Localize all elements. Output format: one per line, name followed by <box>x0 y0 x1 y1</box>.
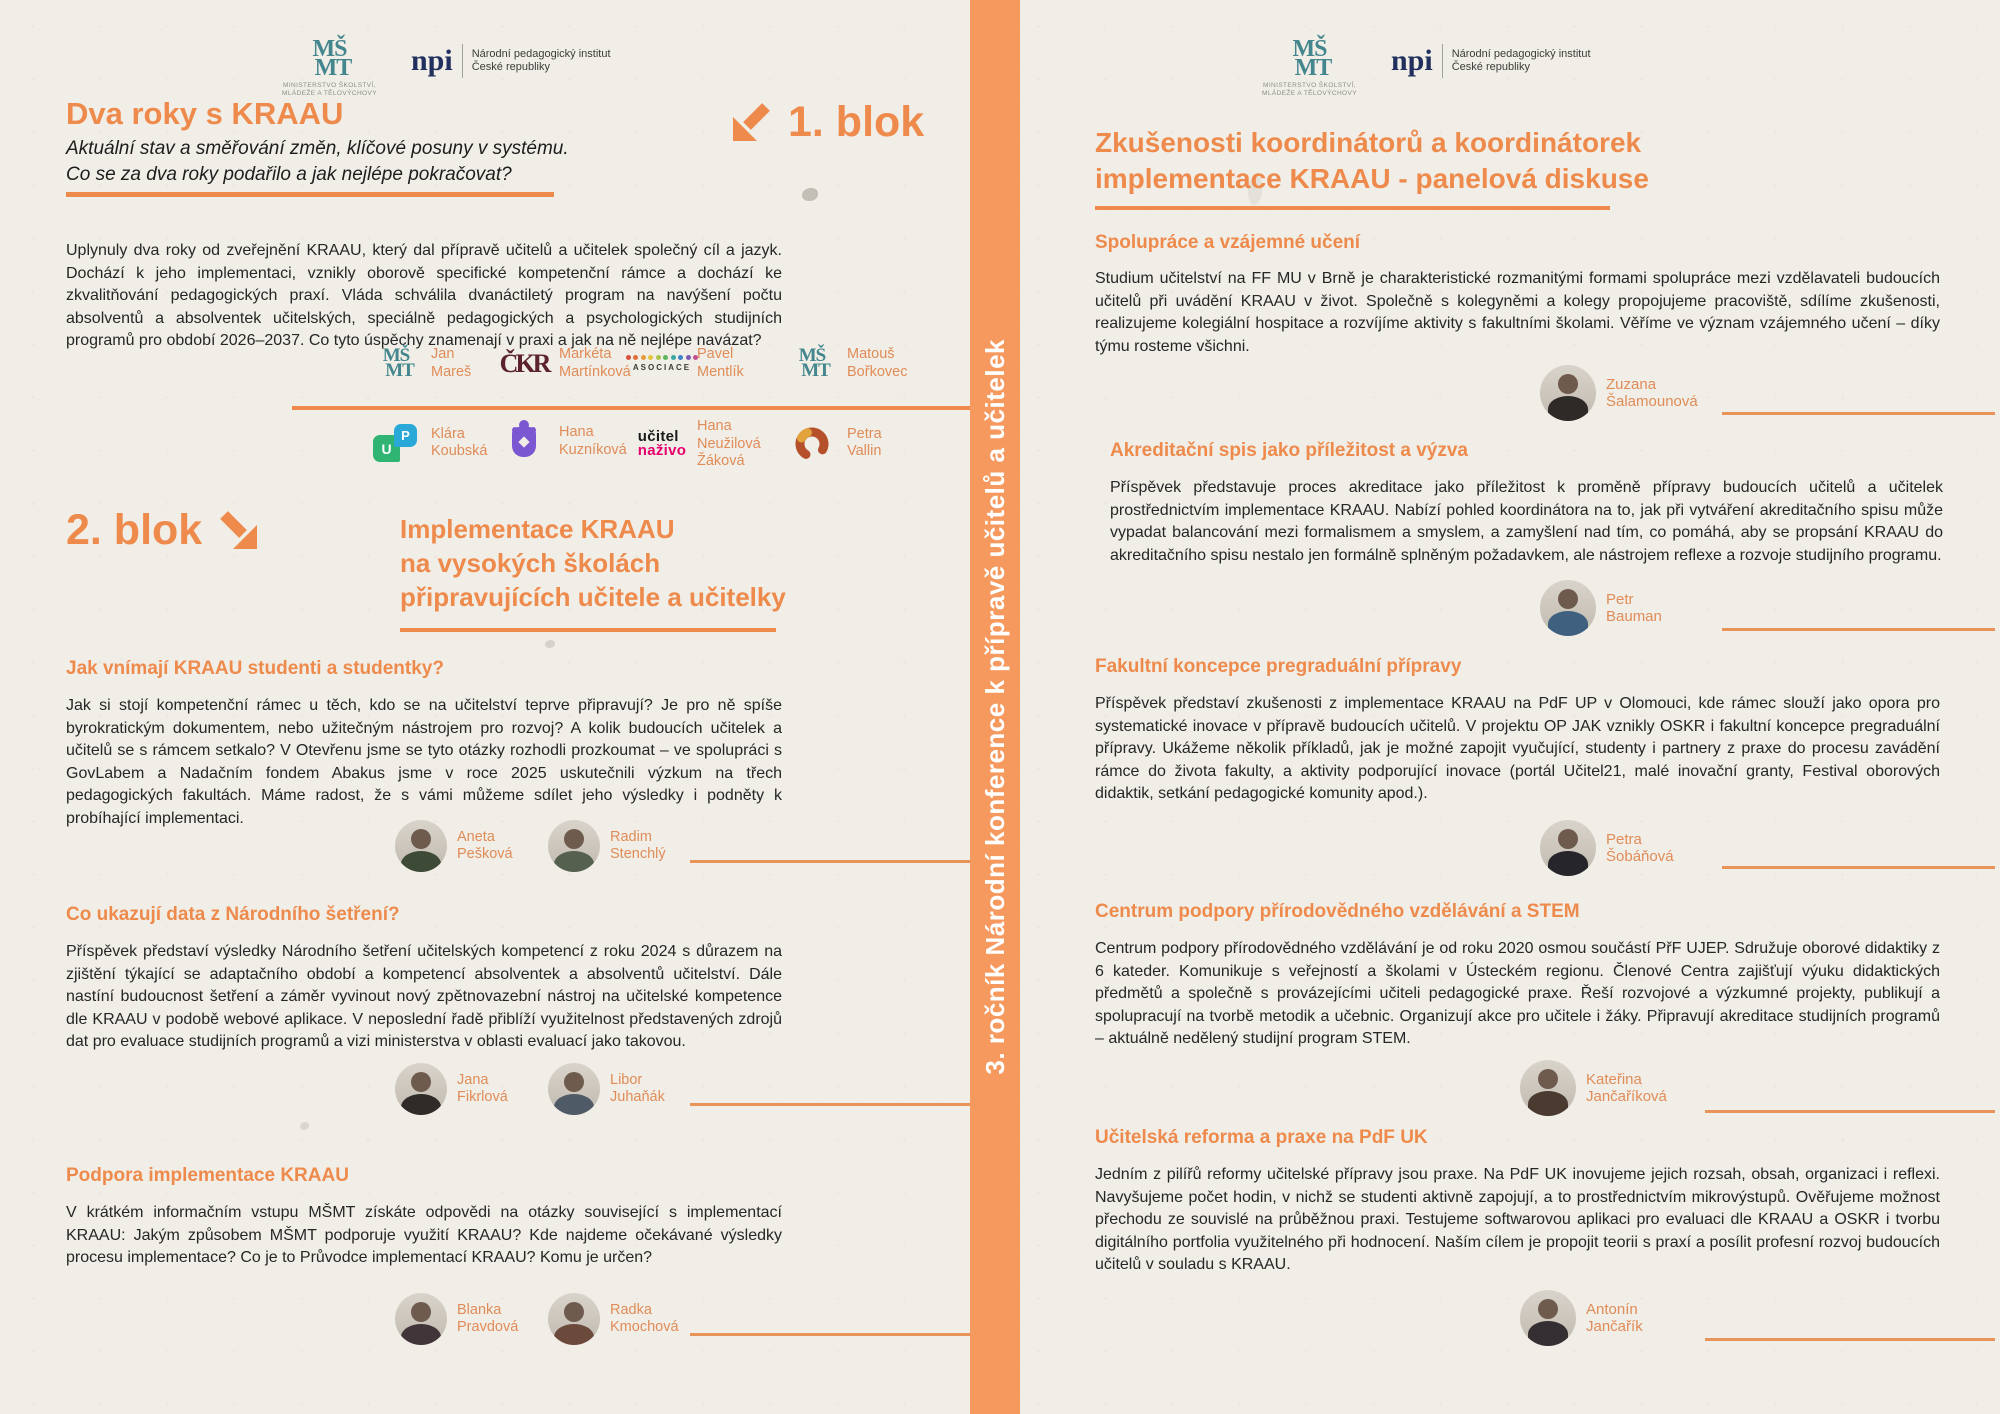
block2-label: 2. blok <box>66 506 262 555</box>
speaker-jana-fikrlova <box>395 1063 508 1115</box>
speaker-name: Pavel Mentlík <box>697 346 744 380</box>
avatar <box>1540 580 1596 636</box>
speaker-katerina-jancarikova <box>1520 1060 1667 1116</box>
kuznikova-logo <box>498 427 550 457</box>
speaker-name: Petra Vallin <box>847 425 882 459</box>
purple-figure-icon <box>512 427 536 457</box>
section-heading: Co ukazují data z Národního šetření? <box>66 904 400 925</box>
npi-logo <box>411 44 611 78</box>
speaker-name: Zuzana Šalamounová <box>1606 375 1698 410</box>
block2-title: Implementace KRAAU na vysokých školách připravujících učitele a učitelky <box>400 514 786 612</box>
npi-mark: npi <box>1390 44 1433 77</box>
avatar <box>395 820 447 872</box>
section-body: V krátkém informačním vstupu MŠMT získáte odpovědi na otázky související s implementací KRAAU: Jakým způsobem MŠMT podporuje využití KRAAU? Kde najdeme očekávané výsledky procesu implementace? Co je to Průvodce implementací KRAAU? Komu je určen? <box>66 1204 782 1266</box>
speaker-petra-vallin <box>786 424 882 462</box>
strip-title: 3. ročník Národní konference k přípravě učitelů a učitelek <box>979 339 1010 1075</box>
speaker-marketa-martinkova <box>498 346 631 381</box>
section-body: Jedním z pilířů reformy učitelské přípravy jsou praxe. Na PdF UK inovujeme jejich rozsah, obsah, organizaci i reflexi. Navyšujeme počet hodin, v nichž se studenti aktivně zapojují, a to prostřednictvím mikrovýstupů. Ověřujeme možnost přechodu ze souvislé na průběžnou praxi. Testujeme softwarovou aplikaci pro evaluaci dle KRAAU a OSKR i tvorbu digitálního portfolia využitelného při hodnocení. Naším cílem je propojit teorii s praxí a posílit profesní rozvoj budoucích učitelů v souladu s KRAAU. <box>1095 1166 1940 1273</box>
paper-speck <box>545 640 555 648</box>
speaker-antonin-jancarik <box>1520 1290 1643 1346</box>
avatar <box>1540 365 1596 421</box>
speaker-jan-mares <box>370 346 471 381</box>
npi-caption: Národní pedagogický institut České republiky <box>471 48 611 73</box>
right-header-logos <box>1262 36 1591 98</box>
block2-underline <box>400 628 776 632</box>
avatar <box>1520 1290 1576 1346</box>
conference-strip <box>970 0 1020 1414</box>
speaker-underline <box>690 860 970 863</box>
speaker-name: Aneta Pešková <box>457 828 513 862</box>
section-body: Příspěvek představí výsledky Národního šetření učitelských kompetencí z roku 2024 s důrazem na zjištění týkající se adaptačního období a kompetencí absolventek a absolventů učitelství. Dále nastíní budoucnost šetření a záměr vyvinout nový zpětnovazební nástroj na učitelské kompetence dle KRAAU v podobě webové aplikace. V neposlední řadě přiblíží využitelnost představených zdrojů dat pro evaluace studijních programů a vizi ministerstva v oblasti evaluací jako takovou. <box>66 943 782 1050</box>
speaker-name: Hana Neužilová Žáková <box>697 418 761 469</box>
speaker-petr-bauman <box>1540 580 1662 636</box>
speaker-underline <box>1705 1110 1995 1113</box>
section-body: Centrum podpory přírodovědného vzdělávání je od roku 2020 osmou součástí PřF UJEP. Sdružuje oborové didaktiky z 6 kateder. Komunikuje s veřejností a školami v Ústeckém regionu. Členové Centra zajišťují výuku didaktických předmětů a společně s provázejícími učiteli pedagogické praxe. Řeší rozvojové a výzkumné projekty, publikují a spolupracují na tvorbě metodik a učebnic. Organizují akce pro učitele i žáky. Připravují akreditace studijních programů – aktuálně nedělený studijní program STEM. <box>1095 940 1940 1047</box>
left-header-logos <box>282 36 611 98</box>
speaker-zuzana-salamounova <box>1540 365 1698 421</box>
speaker-name: Jan Mareš <box>431 346 472 380</box>
msmt-monogram-icon: MŠ MT <box>1292 36 1332 81</box>
section-heading: Podpora implementace KRAAU <box>66 1165 349 1186</box>
msmt-caption: MINISTERSTVO ŠKOLSTVÍ, MLÁDEŽE A TĚLOVÝCHOVY <box>282 82 377 98</box>
speaker-name: Petra Šobáňová <box>1606 830 1674 865</box>
speaker-name: Libor Juhaňák <box>610 1071 665 1105</box>
speaker-name: Radka Kmochová <box>610 1301 679 1335</box>
block1-title: Dva roky s KRAAU <box>66 96 344 131</box>
msmt-logo <box>282 36 377 98</box>
speaker-name: Radim Stenchlý <box>610 828 666 862</box>
speakers-divider-line <box>292 406 970 410</box>
speaker-klara-koubska <box>370 424 487 462</box>
speaker-name: Matouš Bořkovec <box>847 346 908 380</box>
speaker-underline <box>690 1103 970 1106</box>
speaker-name: Kateřina Jančaříková <box>1586 1070 1667 1105</box>
msmt-monogram-icon: MŠ MT <box>312 36 352 81</box>
speaker-matous-borkovec <box>786 346 907 381</box>
section-body: Příspěvek představí zkušenosti z implementace KRAAU na PdF UP v Olomouci, kde rámec slouží jako opora pro systematické inovace v přípravě budoucích učitelů. V projektu OP JAK vznikly OSKR i fakultní koncepce pregraduální přípravy. Ukážeme několik příkladů, jak je možné zapojit vyučující, studenty i partnery z praxe do procesu zavádění rámce do života fakulty, a aktivity podporující inovace (portál Učitel21, malé inovační granty, Festival oborových didaktik, setkání pedagogické komunity apod.). <box>1095 695 1940 802</box>
arrow-down-left-icon <box>728 100 774 146</box>
speaker-underline <box>690 1333 970 1336</box>
right-page-title: Zkušenosti koordinátorů a koordinátorek implementace KRAAU - panelová diskuse <box>1095 127 1649 194</box>
section-heading: Akreditační spis jako příležitost a výzva <box>1110 440 1468 461</box>
ucitel-nazivo-logo: učitel naživo <box>637 428 687 460</box>
speaker-name: Klára Koubská <box>431 425 488 459</box>
msmt-caption: MINISTERSTVO ŠKOLSTVÍ, MLÁDEŽE A TĚLOVÝCHOVY <box>1262 82 1357 98</box>
paper-speck <box>802 188 818 201</box>
section-heading: Fakultní koncepce pregraduální přípravy <box>1095 656 1462 677</box>
block1-subtitle: Aktuální stav a směřování změn, klíčové posuny v systému. Co se za dva roky podařilo a jak nejlépe pokračovat? <box>66 138 569 185</box>
section-body: Studium učitelství na FF MU v Brně je charakteristické rozmanitými formami spolupráce mezi vzdělavateli budoucích učitelů při uvádění KRAAU v život. Společně s kolegyněmi a kolegy propojujeme pracoviště, sdílíme zkušenosti, realizujeme kolegiální hospitace a rozvíjíme aktivity s fakultními školami. Věříme ve význam vzájemného učení – díky týmu rosteme všichni. <box>1095 270 1940 355</box>
npi-divider <box>1442 44 1443 78</box>
otevreno-logo <box>370 424 422 462</box>
speaker-name: Markéta Martínková <box>559 346 631 380</box>
avatar <box>1520 1060 1576 1116</box>
arrow-down-right-icon <box>216 508 262 554</box>
speaker-radka-kmochova <box>548 1293 679 1345</box>
avatar <box>395 1063 447 1115</box>
avatar <box>548 1293 600 1345</box>
msmt-logo-small <box>370 344 422 381</box>
vallin-logo <box>786 424 838 462</box>
asociace-dots-icon <box>626 355 699 360</box>
speaker-underline <box>1722 412 1995 415</box>
block1-intro: Uplynuly dva roky od zveřejnění KRAAU, který dal přípravě učitelů a učitelek společný cíl a jazyk. Dochází k jeho implementaci, vznikly oborově specifické kompetenční rámce a dochází ke zkvalitňování pedagogických praxí. Vláda schválila dvanáctiletý program na navýšení počtu absolventů a absolventek učitelských, speciálně pedagogických a psychologických studijních programů pro období 2026–2037. Co tyto úspěchy znamenají v praxi a jak na ně nejlépe navázat? <box>66 242 782 349</box>
msmt-logo <box>1262 36 1357 98</box>
ring-icon <box>793 424 831 462</box>
section-heading: Spolupráce a vzájemné učení <box>1095 232 1361 253</box>
paper-speck <box>300 1122 309 1130</box>
speaker-name: Hana Kuzníková <box>559 424 627 458</box>
npi-divider <box>462 44 463 78</box>
speaker-hana-kuznikova <box>498 424 627 459</box>
npi-mark: npi <box>410 44 453 77</box>
speaker-radim-stenchly <box>548 820 666 872</box>
otevreno-bubbles-icon: U P <box>373 424 419 462</box>
avatar <box>548 820 600 872</box>
speaker-underline <box>1722 628 1995 631</box>
speaker-underline <box>1722 866 1995 869</box>
section-heading: Jak vnímají KRAAU studenti a studentky? <box>66 658 444 679</box>
npi-logo <box>1391 44 1591 78</box>
ckr-logo: ČKR <box>499 348 549 378</box>
speaker-petra-sobanova <box>1540 820 1674 876</box>
speaker-hana-neuzilova-zakova <box>636 418 761 471</box>
speaker-name: Antonín Jančařík <box>1586 1300 1643 1335</box>
speaker-underline <box>1705 1338 1995 1341</box>
msmt-monogram-icon: MŠ MT <box>798 344 830 381</box>
avatar <box>1540 820 1596 876</box>
speaker-name: Blanka Pravdová <box>457 1301 519 1335</box>
asociace-logo: ASOCIACE <box>636 355 688 372</box>
right-title-underline <box>1095 206 1610 210</box>
msmt-logo-small <box>786 344 838 381</box>
avatar <box>548 1063 600 1115</box>
section-heading: Učitelská reforma a praxe na PdF UK <box>1095 1127 1428 1148</box>
msmt-monogram-icon: MŠ MT <box>382 344 414 381</box>
section-heading: Centrum podpory přírodovědného vzdělávání a STEM <box>1095 901 1580 922</box>
avatar <box>395 1293 447 1345</box>
speaker-name: Jana Fikrlová <box>457 1071 508 1105</box>
speaker-aneta-peskova <box>395 820 513 872</box>
block1-label: 1. blok <box>728 98 924 147</box>
speaker-pavel-mentlik <box>632 346 744 381</box>
section-body: Příspěvek představuje proces akreditace jako příležitost k proměně přípravy budoucích učitelů a učitelek prostřednictvím implementace KRAAU. Nabízí pohled koordinátora na to, jak při vytváření akreditačního spisu může vypadat balancování mezi formalismem a smyslem, a zamyšlení nad tím, co pomáhá, aby se propsání KRAAU do akreditačního spisu nestalo jen formálně splněným požadavkem, ale nástrojem reflexe a rozvoje studijního programu. <box>1110 479 1943 564</box>
section-body: Jak si stojí kompetenční rámec u těch, kdo se na učitelství teprve připravují? Je pro ně spíše byrokratickým dokumentem, nebo užitečným nástrojem pro rozvoj? A kolik budoucích učitelek a učitelů se s rámcem setkalo? V Otevřenu jsme se tyto otázky rozhodli prozkoumat – ve spolupráci s GovLabem a Nadačním fondem Abakus jsme v roce 2025 uskutečnili výzkum na třech pedagogických fakultách. Máme radost, že s vámi můžeme sdílet jeho výsledky i podněty k probíhající implementaci. <box>66 697 782 827</box>
npi-caption: Národní pedagogický institut České republiky <box>1451 48 1591 73</box>
speaker-name: Petr Bauman <box>1606 590 1662 625</box>
block1-underline <box>66 192 554 197</box>
speaker-blanka-pravdova <box>395 1293 518 1345</box>
speaker-libor-juhanak <box>548 1063 665 1115</box>
